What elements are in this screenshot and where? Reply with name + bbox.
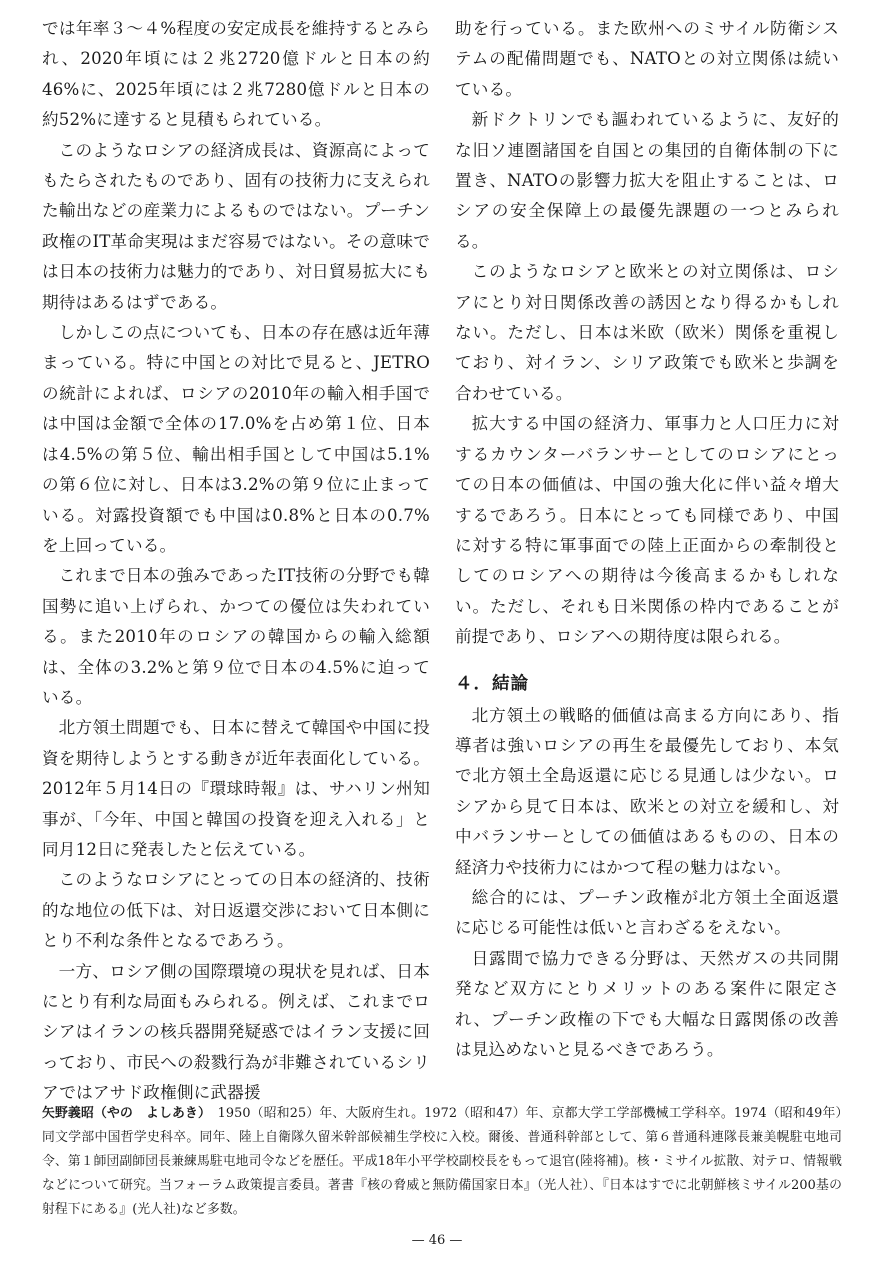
author-name: 矢野義昭（やの よしあき） bbox=[42, 1106, 205, 1121]
paragraph: しかしこの点についても、日本の存在感は近年薄まっている。特に中国との対比で見ると、JETROの統計によれば、ロシアの2010年の輸入相手国では中国は金額で全体の17.0%を占め第１位、日本は4.5%の第５位、輸出相手国として中国は5.1%の第６位に対し、日本は3.2%の第９位に止まっている。対露投資額でも中国は0.8%と日本の0.7%を上回っている。 bbox=[42, 323, 430, 555]
right-text-column bbox=[455, 14, 839, 1065]
paragraph: 助を行っている。また欧州へのミサイル防衛システムの配備問題でも、NATOとの対立関係は続いている。 bbox=[455, 19, 839, 99]
paragraph: このようなロシアと欧米との対立関係は、ロシアにとり対日関係改善の誘因となり得るかもしれない。ただし、日本は米欧（欧米）関係を重視しており、対イラン、シリア政策でも欧米と歩調を合わせている。 bbox=[455, 262, 839, 403]
paragraph: 拡大する中国の経済力、軍事力と人口圧力に対するカウンターバランサーとしてのロシアにとっての日本の価値は、中国の強大化に伴い益々増大するであろう。日本にとっても同様であり、中国に対する特に軍事面での陸上正面からの牽制役としてのロシアへの期待は今後高まるかもしれない。ただし、それも日米関係の枠内であることが前提であり、ロシアへの期待度は限られる。 bbox=[455, 414, 839, 647]
page-number: — 46 — bbox=[411, 1233, 463, 1248]
paragraph: では年率３～４%程度の安定成長を維持するとみられ、2020年頃には２兆2720億ドルと日本の約46%に、2025年頃には２兆7280億ドルと日本の約52%に達すると見積もられている。 bbox=[42, 19, 430, 130]
paragraph: このようなロシアにとっての日本の経済的、技術的な地位の低下は、対日返還交渉において日本側にとり不利な条件となるであろう。 bbox=[42, 870, 430, 951]
paragraph: 総合的には、プーチン政権が北方領土全面返還に応じる可能性は低いと言わざるをえない。 bbox=[455, 887, 839, 938]
paragraph: これまで日本の強みであったIT技術の分野でも韓国勢に追い上げられ、かつての優位は失われている。また2010年のロシアの韓国からの輸入総額は、全体の3.2%と第９位で日本の4.5%に迫っている。 bbox=[42, 566, 430, 707]
paragraph: 日露間で協力できる分野は、天然ガスの共同開発など双方にとりメリットのある案件に限定され、プーチン政権の下でも大幅な日露関係の改善は見込めないと見るべきであろう。 bbox=[455, 948, 839, 1059]
paragraph: 新ドクトリンでも謳われているように、友好的な旧ソ連圏諸国を自国との集団的自衛体制の下に置き、NATOの影響力拡大を阻止することは、ロシアの安全保障上の最優先課題の一つとみられる。 bbox=[455, 110, 839, 251]
section-heading: ４．結論 bbox=[455, 673, 529, 694]
paragraph: 北方領土の戦略的価値は高まる方向にあり、指導者は強いロシアの再生を最優先しており、本気で北方領土全島返還に応じる見通しは少ない。ロシアから見て日本は、欧米との対立を緩和し、対中バランサーとしての価値はあるものの、日本の経済力や技術力にはかつて程の魅力はない。 bbox=[455, 705, 839, 877]
author-bio bbox=[42, 1102, 842, 1222]
paragraph: 一方、ロシア側の国際環境の現状を見れば、日本にとり有利な局面もみられる。例えば、これまでロシアはイランの核兵器開発疑惑ではイラン支援に回っており、市民への殺戮行為が非難されているシリアではアサド政権側に武器援 bbox=[42, 961, 430, 1103]
left-text-column bbox=[42, 14, 430, 1109]
author-bio-text: 1950（昭和25）年、大阪府生れ。1972（昭和47）年、京都大学工学部機械工学科卒。1974（昭和49年）同文学部中国哲学史科卒。同年、陸上自衛隊久留米幹部候補生学校に入校。爾後、普通科幹部として、第６普通科連隊長兼美幌駐屯地司令、第１師団副師団長兼練馬駐屯地司令などを歴任。平成18年小平学校副校長をもって退官(陸将補)。核・ミサイル拡散、対テロ、情報戦などについて研究。当フォーラム政策提言委員。著書『核の脅威と無防備国家日本』（光人社）、『日本はすでに北朝鮮核ミサイル200基の射程下にある』(光人社)など多数。 bbox=[42, 1106, 842, 1217]
paragraph: このようなロシアの経済成長は、資源高によってもたらされたものであり、固有の技術力に支えられた輸出などの産業力によるものではない。プーチン政権のIT革命実現はまだ容易ではない。その意味では日本の技術力は魅力的であり、対日貿易拡大にも期待はあるはずである。 bbox=[42, 140, 430, 312]
paragraph: 北方領土問題でも、日本に替えて韓国や中国に投資を期待しようとする動きが近年表面化している。2012年５月14日の『環球時報』は、サハリン州知事が、「今年、中国と韓国の投資を迎え入れる」と同月12日に発表したと伝えている。 bbox=[42, 718, 430, 859]
